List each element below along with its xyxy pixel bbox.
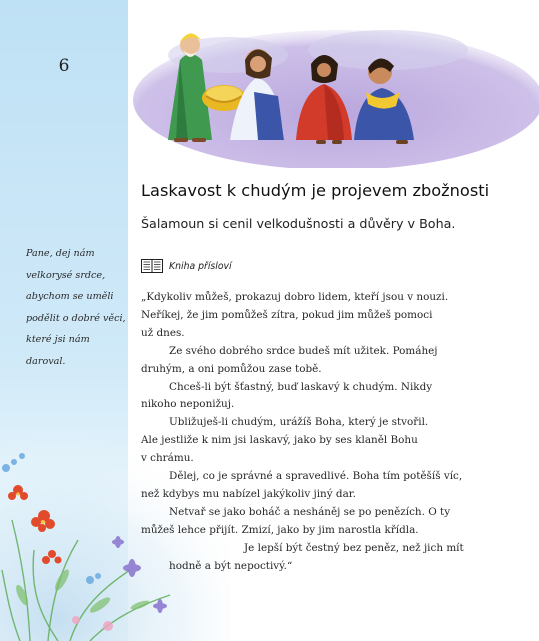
quote-line: Je lepší být čestný bez peněz, než jich mít [244,541,464,554]
prayer-line: podělit o dobré věci, [26,312,126,324]
quote-line: Chceš-li být šťastný, buď laskavý k chudým. Nikdy [169,380,433,393]
quote-line: hodně a být nepoctivý.“ [169,559,293,572]
section-subtitle: Šalamoun si cenil velkodušnosti a důvěry v Boha. [141,216,456,231]
quote-line: Dělej, co je správné a spravedlivé. Boha tím potěšíš víc, [169,470,463,483]
quote-line: můžeš lehce přijít. Zmizí, jako by jim narostla křídla. [141,523,419,536]
quote-line: Netvař se jako boháč a nesháněj se po penězích. O ty [169,505,451,518]
header-illustration [128,0,539,168]
quote-line: Neříkej, že jim pomůžeš zítra, pokud jim můžeš pomoci [141,308,433,321]
prayer-line: Pane, dej nám [26,248,95,259]
quote-line: než kdybys mu nabízel jakýkoliv jiný dar. [141,487,356,500]
prayer-line: daroval. [26,355,66,367]
prayer-line: velkorysé srdce, [26,269,106,281]
open-book-icon [141,258,163,274]
page-number: 6 [58,56,70,76]
quote-line: nikoho neponižuj. [141,398,235,411]
quote-line: „Kdykoliv můžeš, prokazuj dobro lidem, kteří jsou v nouzi. [141,291,449,303]
quote-line: druhým, a oni pomůžou zase tobě. [141,362,322,375]
quote-line: Ze svého dobrého srdce budeš mít užitek. Pomáhej [169,344,438,357]
prayer-line: abychom se uměli [26,291,114,302]
quote-line: v chrámu. [141,452,194,465]
source-label: Kniha přísloví [169,260,232,272]
prayer-line: které jsi nám [26,334,90,345]
source-reference [141,258,232,274]
prayer-text [26,243,124,372]
quote-text [141,289,536,576]
quote-line: už dnes. [141,326,185,339]
quote-line: Ubližuješ-li chudým, urážíš Boha, který je stvořil. [169,416,429,429]
quote-line: Ale jestliže k nim jsi laskavý, jako by ses klaněl Bohu [141,434,418,447]
section-title: Laskavost k chudým je projevem zbožnosti [141,181,490,200]
